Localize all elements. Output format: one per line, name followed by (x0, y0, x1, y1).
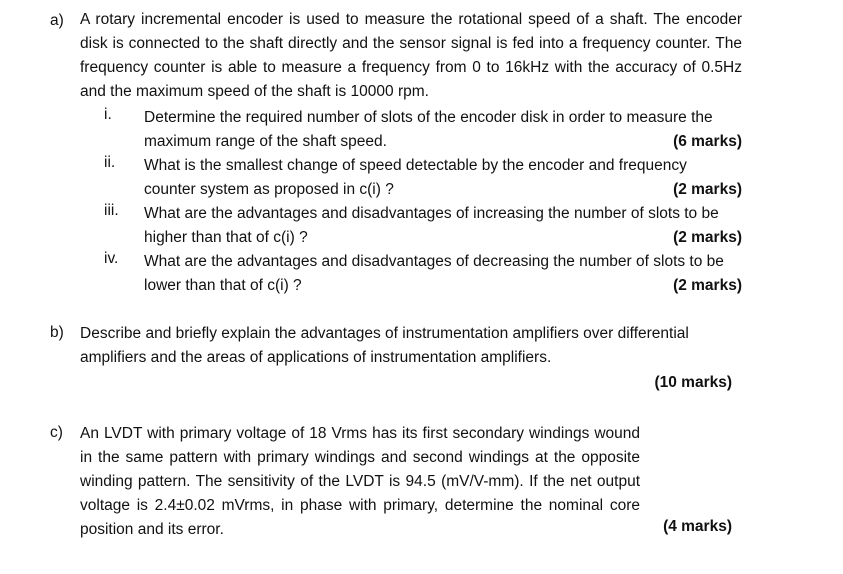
question-a-part-iv (80, 250, 742, 298)
question-a-label: a) (50, 12, 64, 29)
question-c-label: c) (50, 424, 63, 441)
part-marks: (2 marks) (673, 229, 742, 246)
part-number: ii. (104, 154, 116, 171)
question-b-marks: (10 marks) (654, 374, 732, 391)
question-c-marks: (4 marks) (663, 518, 732, 535)
question-b-text: Describe and briefly explain the advantages of instrumentation amplifiers over differential amplifiers and the areas of applications of instrumentation amplifiers. (80, 325, 689, 366)
question-a-part-ii (80, 154, 742, 202)
question-c-text: An LVDT with primary voltage of 18 Vrms has its first secondary windings wound in the same pattern with primary windings and second windings at the opposite winding pattern. The sensitivity of the LVDT is 94.5 (mV/V-mm). If the net output voltage is 2.4±0.02 mVrms, in phase with primary, determine the nominal core position and its error. (80, 425, 640, 538)
question-a-intro: A rotary incremental encoder is used to measure the rotational speed of a shaft. The encoder disk is connected to the shaft directly and the sensor signal is fed into a frequency counter. The frequency counter is able to measure a frequency from 0 to 16kHz with the accuracy of 0.5Hz and the maximum speed of the shaft is 10000 rpm. (80, 11, 742, 100)
part-marks: (2 marks) (673, 181, 742, 198)
question-b-label: b) (50, 324, 64, 341)
part-text: Determine the required number of slots of the encoder disk in order to measure the maximum range of the shaft speed. (144, 109, 713, 150)
part-number: i. (104, 106, 112, 123)
part-text: What are the advantages and disadvantages of increasing the number of slots to be higher than that of c(i) ? (144, 205, 719, 246)
part-text: What are the advantages and disadvantages of decreasing the number of slots to be lower than that of c(i) ? (144, 253, 724, 294)
part-number: iii. (104, 202, 119, 219)
part-text: What is the smallest change of speed detectable by the encoder and frequency counter system as proposed in c(i) ? (144, 157, 687, 198)
part-number: iv. (104, 250, 119, 267)
part-marks: (6 marks) (673, 133, 742, 150)
question-a-part-iii (80, 202, 742, 250)
question-a-part-i (80, 106, 742, 154)
part-marks: (2 marks) (673, 277, 742, 294)
